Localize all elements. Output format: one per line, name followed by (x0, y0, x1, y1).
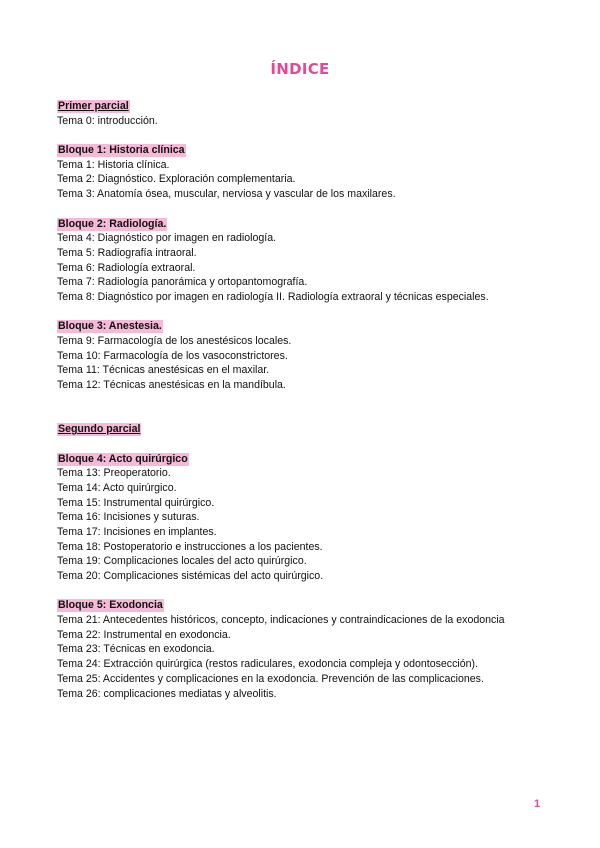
list-item: Tema 20: Complicaciones sistémicas del acto quirúrgico. (57, 570, 324, 583)
block-3-header (57, 319, 557, 334)
list-item: Tema 12: Técnicas anestésicas en la mandíbula. (57, 379, 286, 392)
list-item: Tema 18: Postoperatorio e instrucciones a los pacientes. (57, 540, 323, 553)
list-item: Tema 13: Preoperatorio. (57, 467, 171, 480)
list-item: Tema 7: Radiología panorámica y ortopantomografía. (57, 276, 308, 289)
section-heading: Segundo parcial (58, 423, 141, 436)
list-item: Tema 8: Diagnóstico por imagen en radiología II. Radiología extraoral y técnicas especiales. (57, 290, 489, 303)
list-item: Tema 17: Incisiones en implantes. (57, 525, 217, 538)
list-item: Tema 15: Instrumental quirúrgico. (57, 496, 215, 509)
block-heading: Bloque 5: Exodoncia (58, 599, 163, 612)
section-primer-parcial (57, 99, 557, 114)
block-heading: Bloque 2: Radiología. (58, 217, 167, 230)
list-item: Tema 26: complicaciones mediatas y alveolitis. (57, 687, 277, 700)
block-heading: Bloque 3: Anestesia. (58, 320, 162, 333)
list-item: Tema 21: Antecedentes históricos, concepto, indicaciones y contraindicaciones de la exodoncia (57, 614, 505, 627)
block-heading: Bloque 1: Historia clínica (58, 144, 185, 157)
list-item: Tema 25: Accidentes y complicaciones en la exodoncia. Prevención de las complicaciones. (57, 672, 484, 685)
list-item: Tema 0: introducción. (57, 114, 158, 127)
list-item: Tema 11: Técnicas anestésicas en el maxilar. (57, 364, 270, 377)
list-item: Tema 16: Incisiones y suturas. (57, 511, 200, 524)
block-2-header (57, 217, 557, 232)
list-item: Tema 23: Técnicas en exodoncia. (57, 643, 215, 656)
page-number: 1 (534, 798, 541, 810)
list-item: Tema 24: Extracción quirúrgica (restos radiculares, exodoncia compleja y odontosección). (57, 658, 479, 671)
list-item: Tema 5: Radiografía intraoral. (57, 246, 197, 259)
block-1-header (57, 143, 557, 158)
list-item: Tema 2: Diagnóstico. Exploración complementaria. (57, 173, 296, 186)
section-heading: Primer parcial (58, 100, 129, 112)
list-item: Tema 14: Acto quirúrgico. (57, 481, 177, 494)
block-heading: Bloque 4: Acto quirúrgico (58, 452, 188, 465)
list-item: Tema 6: Radiología extraoral. (57, 261, 196, 274)
list-item: Tema 19: Complicaciones locales del acto quirúrgico. (57, 555, 307, 568)
list-item: Tema 9: Farmacología de los anestésicos locales. (57, 335, 292, 347)
section-segundo-parcial (57, 422, 557, 437)
block-4-header (57, 452, 557, 467)
table-of-contents (57, 99, 557, 701)
list-item: Tema 10: Farmacología de los vasoconstrictores. (57, 349, 288, 362)
list-item: Tema 3: Anatomía ósea, muscular, nerviosa y vascular de los maxilares. (57, 188, 396, 201)
list-item: Tema 22: Instrumental en exodoncia. (57, 628, 231, 641)
page-title: ÍNDICE (270, 60, 330, 78)
list-item: Tema 1: Historia clínica. (57, 158, 170, 171)
block-5-header (57, 598, 557, 613)
list-item: Tema 4: Diagnóstico por imagen en radiología. (57, 232, 277, 245)
